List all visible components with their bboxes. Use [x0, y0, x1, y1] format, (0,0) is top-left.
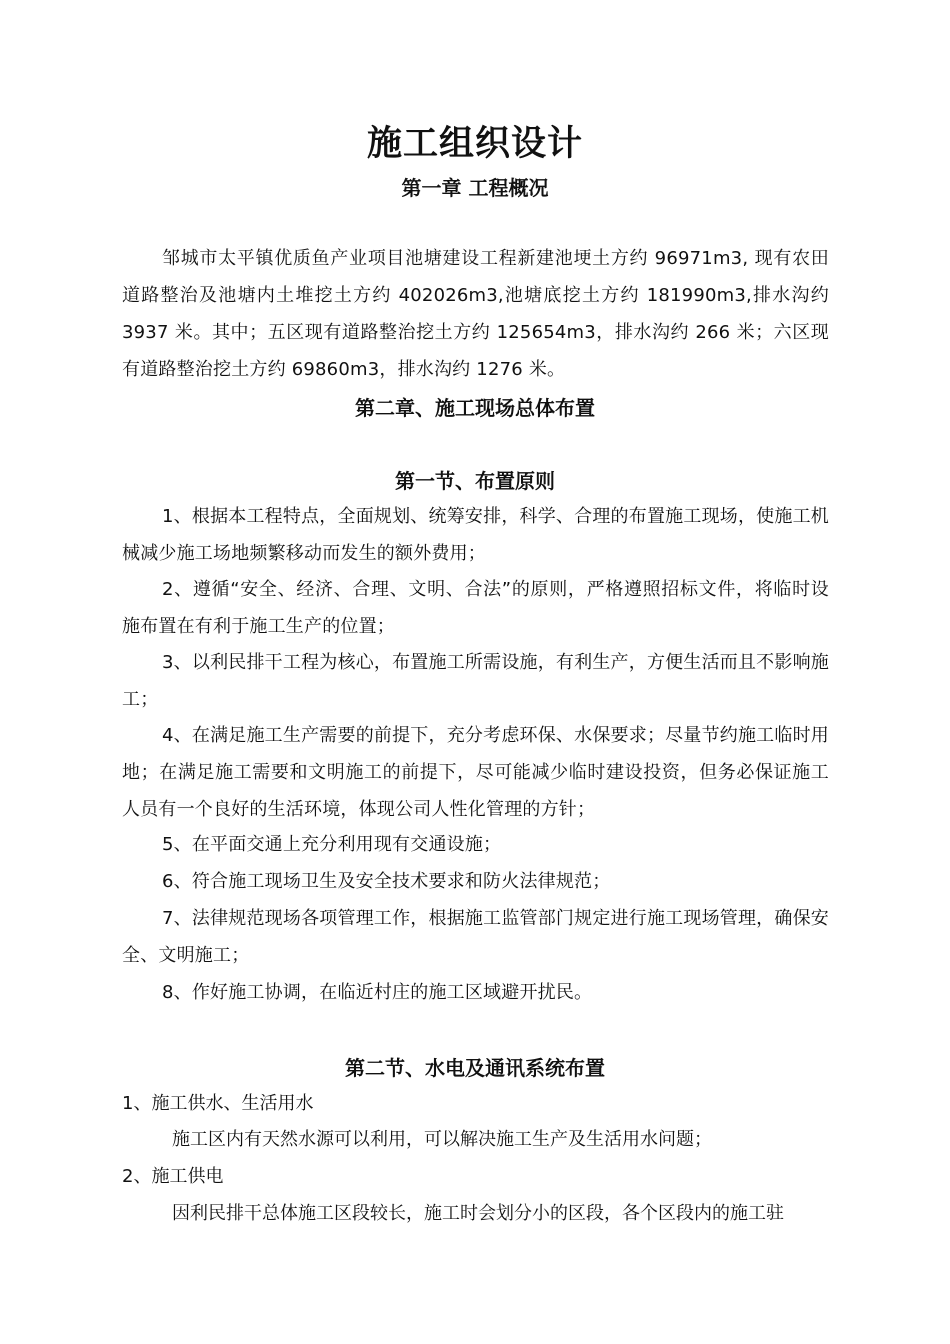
- principle-item-8: 8、作好施工协调，在临近村庄的施工区域避开扰民。: [162, 982, 593, 1003]
- principle-item-1: 1、根据本工程特点，全面规划、统筹安排，科学、合理的布置施工现场，使施工机械减少施工场地频繁移动而发生的额外费用；: [122, 506, 829, 564]
- principle-item-6: 6、符合施工现场卫生及安全技术要求和防火法律规范；: [162, 871, 611, 892]
- chapter1-heading: 第一章 工程概况: [401, 176, 549, 200]
- principle-item-5: 5、在平面交通上充分利用现有交通设施；: [162, 834, 502, 855]
- power-supply-text: 因利民排干总体施工区段较长，施工时会划分小的区段，各个区段内的施工驻: [172, 1203, 784, 1224]
- water-supply-title: 1、施工供水、生活用水: [122, 1093, 314, 1114]
- document-title: 施工组织设计: [366, 124, 583, 164]
- chapter2-heading: 第二章、施工现场总体布置: [355, 396, 595, 420]
- water-supply-text: 施工区内有天然水源可以利用，可以解决施工生产及生活用水问题；: [172, 1129, 712, 1150]
- section2-heading: 第二节、水电及通讯系统布置: [345, 1056, 605, 1080]
- power-supply-title: 2、施工供电: [122, 1166, 224, 1187]
- principle-item-2: 2、遵循“安全、经济、合理、文明、合法”的原则，严格遵照招标文件，将临时设施布置在有利于施工生产的位置；: [122, 579, 829, 637]
- chapter1-paragraph: 邹城市太平镇优质鱼产业项目池塘建设工程新建池埂土方约 96971m3, 现有农田道路整治及池塘内土堆挖土方约 402026m3,池塘底挖土方约 181990m3,排水沟约 3937 米。其中；五区现有道路整治挖土方约 125654m3，排水沟约 266 米；六区现有道路整治挖土方约 69860m3，排水沟约 1276 米。: [122, 248, 829, 380]
- principle-item-4: 4、在满足施工生产需要的前提下，充分考虑环保、水保要求；尽量节约施工临时用地；在满足施工需要和文明施工的前提下，尽可能减少临时建设投资，但务必保证施工人员有一个良好的生活环境，体现公司人性化管理的方针；: [122, 725, 829, 820]
- principle-item-3: 3、以利民排干工程为核心，布置施工所需设施，有利生产，方便生活而且不影响施工；: [122, 652, 829, 710]
- section1-heading: 第一节、布置原则: [395, 469, 555, 493]
- principle-item-7: 7、法律规范现场各项管理工作，根据施工监管部门规定进行施工现场管理，确保安全、文明施工；: [122, 908, 829, 966]
